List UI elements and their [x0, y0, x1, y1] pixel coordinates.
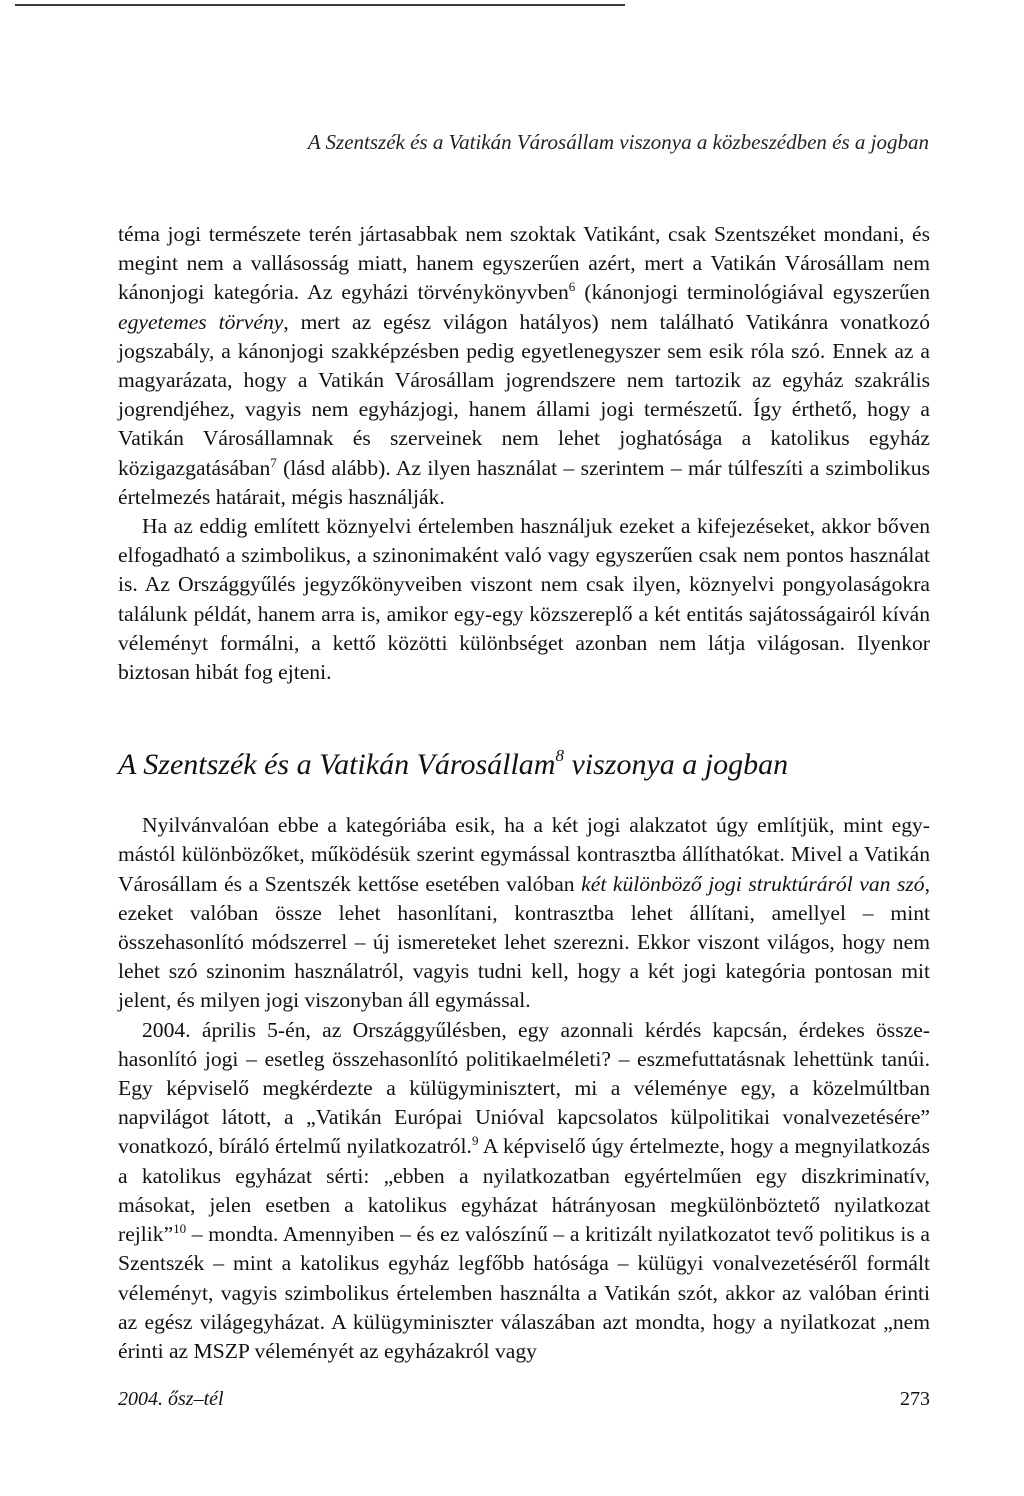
text-run: , ezeket valóban össze lehet hasonlítani, kontrasztba lehet állítani, amellyel – mint összehasonlító módszerrel – új ismereteket lehet szerezni. Ekkor viszont világos, hogy nem lehet szó szinonim használatról, vagyis tudni kell, hogy a két jogi kategória pontosan mit jelent, és milyen jogi viszonyban áll egymással. [118, 871, 931, 1013]
text-run: Nyilvánvalóan ebbe a kategóriába esik, ha a két jogi alakzatot úgy említjük, mint egymástól különbözőket, működésük szerint egymással kontrasztba állíthatókat. Mivel a Vatikán Városállam és a Szentszék kettőse esetében valóban [118, 813, 930, 896]
text-run: , mert az egész világon hatályos) nem található Vatikánra vonatkozó jogszabály, a kánonjogi szakképzésben pedig egyetlenegyszer sem esik róla szó. Ennek az a magyarázata, hogy a Vatikán Városállam jogrendszere nem tartozik az egyház szakrális jogrendjéhez, vagyis nem egyházjogi, hanem állami jogi természetű. Így érthető, hogy a Vatikán Városállamnak és szerveinek nem lehet joghatósága a katolikus egyház közigazgatásában [118, 309, 930, 480]
top-rule [15, 4, 625, 6]
text-run: viszonya a jogban [563, 748, 789, 782]
text-run: A képviselő úgy értelmezte, hogy a megnyilatkozás a katolikus egyházat sérti: „ebben a nyilatkozatban egyértelműen egy diszkriminatív, másokat, jelen esetben a katolikus egyházat hátrányosan megkülönböztető nyilatkozat rejlik” [118, 1134, 931, 1247]
section-heading [118, 747, 930, 783]
page-number: 273 [900, 1388, 930, 1410]
paragraph [118, 512, 930, 687]
footnote-marker: 10 [173, 1221, 187, 1237]
text-run: (lásd alább). Az ilyen használat – szerintem – már túlfeszíti a szimbolikus értelmezés határait, mégis használják. [118, 455, 930, 509]
paragraph [118, 220, 930, 512]
footnote-marker: 6 [568, 279, 576, 295]
text-run: – mondta. Amennyiben – és ez valószínű – a kritizált nyilatkozatot tevő politikus is a Szentszék – mint a katolikus egyház legfőbb hatósága – külügyi vonalvezetéséről formált véleményt, vagyis szimbolikus értelemben használta a Vatikán szót, akkor az valóban érinti az egész világegyházat. A külügyminiszter válaszában azt mondta, hogy a nyilatkozat „nem érinti az MSZP véleményét az egyházakról vagy [118, 1222, 930, 1363]
footnote-marker: 9 [471, 1133, 479, 1149]
paragraph [118, 811, 930, 1015]
paragraph [118, 1016, 930, 1366]
text-run: 2004. április 5-én, az Országgyűlésben, egy azonnali kérdés kapcsán, érdekes összehasonlító jogi – esetleg összehasonlító politikaelméleti? – eszmefuttatásnak lehettünk tanúi. Egy képviselő megkérdezte a külügyminisztert, mi a véleménye egy, a közelmúltban napvilágot látott, a „Vatikán Európai Unióval kapcsolatos külpolitikai vonalvezetésére” vonatkozó, bíráló értelmű nyilatkozatról. [118, 1017, 930, 1159]
text-run: (kánonjogi terminológiával egyszerűen [575, 280, 930, 305]
emphasis-text: egyetemes törvény [118, 309, 284, 334]
page-body [118, 220, 930, 1366]
text-run: A Szentszék és a Vatikán Városállam [118, 748, 556, 782]
text-run: Ha az eddig említett köznyelvi értelemben használjuk ezeket a kifejezéseket, akkor bőven elfogadható a szimbolikus, a szinonimaként való vagy egyszerűen csak nem pontos használat is. Az Országgyűlés jegyzőkönyveiben viszont nem csak ilyen, köznyelvi pongyolaságokra találunk példát, hanem arra is, amikor egy-egy közszereplő a két entitás sajátosságairól kíván véleményt formálni, a kettő közötti különbséget azonban nem látja világosan. Ilyenkor biztosan hibát fog ejteni. [118, 514, 930, 685]
text-run: téma jogi természete terén jártasabbak nem szoktak Vatikánt, csak Szentszéket mondani, és megint nem a vallásosság miatt, hanem egyszerűen azért, mert a Vatikán Városállam nem kánonjogi kategória. Az egyházi törvénykönyvben [118, 222, 930, 305]
emphasis-text: két különböző jogi struktúráról van szó [581, 871, 925, 896]
running-header: A Szentszék és a Vatikán Városállam viszonya a közbeszédben és a jogban [307, 130, 929, 154]
page-footer [118, 1388, 930, 1411]
footnote-marker: 7 [270, 454, 277, 470]
footnote-marker: 8 [555, 746, 564, 766]
issue-label: 2004. ősz–tél [118, 1388, 224, 1410]
